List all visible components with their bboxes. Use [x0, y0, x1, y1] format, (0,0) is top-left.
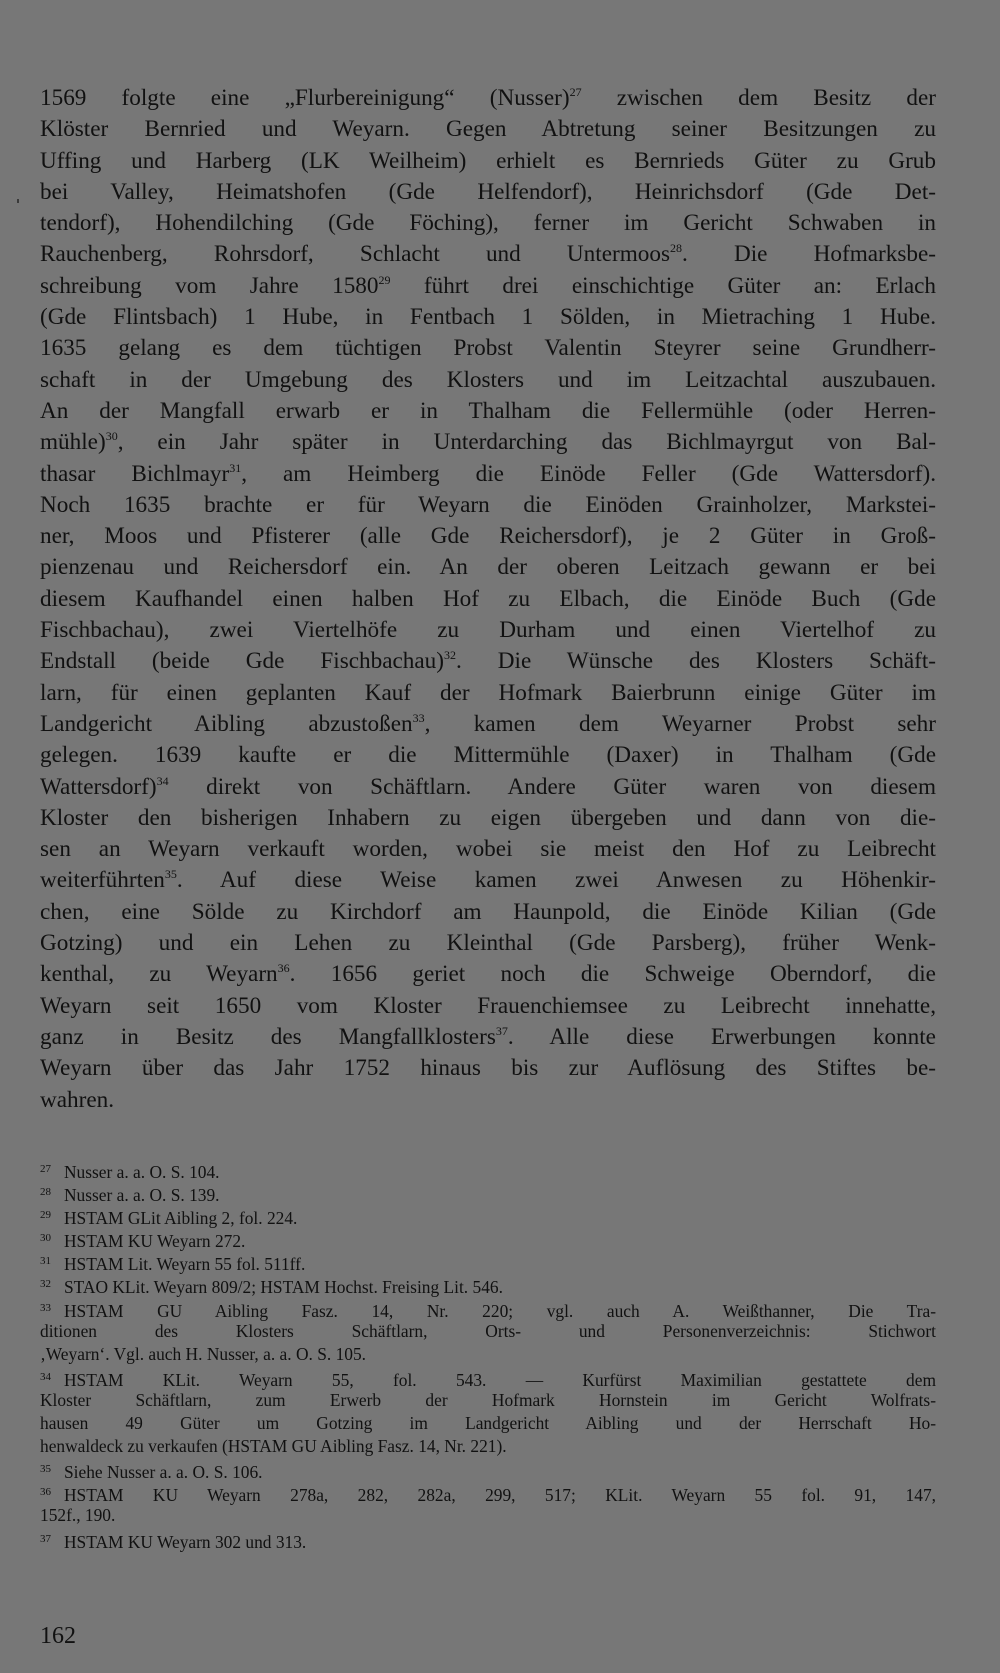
- text-segment: An der Mangfall erwarb er in Thalham die Fellermühle (oder Herren-: [40, 397, 936, 424]
- footnote-text: HSTAM GU Aibling Fasz. 14, Nr. 220; vgl. auch A. Weißthanner, Die Tra-: [64, 1300, 936, 1321]
- footnote-text: Nusser a. a. O. S. 104.: [64, 1162, 220, 1182]
- footnote-line: [40, 1435, 936, 1458]
- text-line: [40, 615, 936, 646]
- text-line: [40, 459, 936, 490]
- text-segment: , am Heimberg die Einöde Feller (Gde Wattersdorf).: [241, 460, 936, 487]
- footnote-line: [40, 1481, 936, 1504]
- footnote-text: henwaldeck zu verkaufen (HSTAM GU Aibling Fasz. 14, Nr. 221).: [40, 1436, 507, 1457]
- footnote-reference: 31: [229, 460, 242, 475]
- text-line: [40, 897, 936, 928]
- text-segment: Klöster Bernried und Weyarn. Gegen Abtretung seiner Besitzungen zu: [40, 116, 936, 143]
- text-segment: bei Valley, Heimatshofen (Gde Helfendorf), Heinrichsdorf (Gde Det-: [40, 178, 936, 205]
- footnote-reference: 37: [495, 1023, 508, 1038]
- footnote-line: [40, 1504, 936, 1527]
- footnote-text: HSTAM KU Weyarn 302 und 313.: [64, 1531, 307, 1552]
- text-line: [40, 991, 936, 1022]
- footnote-line: [40, 1343, 936, 1366]
- footnote-line: [40, 1204, 936, 1227]
- text-segment: schreibung vom Jahre 1580: [40, 272, 379, 299]
- text-segment: wahren.: [40, 1086, 115, 1113]
- text-segment: Weyarn seit 1650 vom Kloster Frauenchiemsee zu Leibrecht innehatte,: [40, 992, 936, 1019]
- text-segment: führt drei einschichtige Güter an: Erlach: [390, 272, 936, 299]
- text-segment: Wattersdorf): [40, 773, 157, 800]
- text-segment: ner, Moos und Pfisterer (alle Gde Reichersdorf), je 2 Güter in Groß-: [40, 523, 936, 550]
- text-segment: ganz in Besitz des Mangfallklosters: [40, 1023, 496, 1050]
- text-segment: 1635 gelang es dem tüchtigen Probst Valentin Steyrer seine Grundherr-: [40, 335, 936, 362]
- text-line: [40, 928, 936, 959]
- text-line: [40, 177, 936, 208]
- footnote-reference: 28: [669, 241, 682, 256]
- footnote-text: Siehe Nusser a. a. O. S. 106.: [64, 1462, 263, 1483]
- text-segment: gelegen. 1639 kaufte er die Mittermühle (Daxer) in Thalham (Gde: [40, 742, 936, 769]
- text-line: [40, 709, 936, 740]
- text-segment: . Alle diese Erwerbungen konnte: [507, 1023, 936, 1050]
- text-line: [40, 396, 936, 427]
- footnote-number: 35: [40, 1463, 51, 1476]
- footnote-number: 36: [40, 1486, 51, 1499]
- footnote-text: HSTAM KU Weyarn 272.: [64, 1231, 246, 1252]
- text-line: [40, 114, 936, 145]
- page-number: 162: [40, 1623, 76, 1649]
- text-line: [40, 427, 936, 458]
- footnote-text: STAO KLit. Weyarn 809/2; HSTAM Hochst. Freising Lit. 546.: [64, 1277, 503, 1298]
- footnote-reference: 34: [156, 773, 169, 788]
- text-line: [40, 552, 936, 583]
- footnotes: [40, 1158, 936, 1551]
- text-line: [40, 678, 936, 709]
- text-line: [40, 646, 936, 677]
- text-segment: . 1656 geriet noch die Schweige Oberndorf, die: [289, 961, 936, 988]
- text-segment: , ein Jahr später in Unterdarching das Bichlmayrgut von Bal-: [117, 429, 936, 456]
- text-line: [40, 959, 936, 990]
- text-segment: Kloster den bisherigen Inhabern zu eigen übergeben und dann von die-: [40, 804, 936, 831]
- text-segment: Gotzing) und ein Lehen zu Kleinthal (Gde Parsberg), früher Wenk-: [40, 930, 936, 957]
- text-line: [40, 1022, 936, 1053]
- footnote-reference: 29: [378, 272, 391, 287]
- text-segment: Rauchenberg, Rohrsdorf, Schlacht und Untermoos: [40, 241, 670, 268]
- text-segment: (Gde Flintsbach) 1 Hube, in Fentbach 1 Sölden, in Mietraching 1 Hube.: [40, 304, 936, 331]
- footnote-number: 37: [40, 1532, 51, 1545]
- text-segment: 1569 folgte eine „Flurbereinigung“ (Nusser): [40, 85, 570, 111]
- footnote-line: [40, 1273, 936, 1296]
- text-segment: thasar Bichlmayr: [40, 460, 230, 487]
- text-segment: Noch 1635 brachte er für Weyarn die Einöden Grainholzer, Markstei-: [40, 491, 936, 518]
- text-segment: mühle): [40, 429, 106, 456]
- text-segment: chen, eine Sölde zu Kirchdorf am Haunpold, die Einöde Kilian (Gde: [40, 898, 936, 925]
- text-segment: schaft in der Umgebung des Klosters und im Leitzachtal auszubauen.: [40, 366, 936, 393]
- footnote-number: 30: [40, 1232, 51, 1245]
- text-segment: sen an Weyarn verkauft worden, wobei sie meist den Hof zu Leibrecht: [40, 836, 936, 863]
- footnote-text: HSTAM KU Weyarn 278a, 282, 282a, 299, 517; KLit. Weyarn 55 fol. 91, 147,: [64, 1485, 936, 1506]
- footnote-text: HSTAM KLit. Weyarn 55, fol. 543. — Kurfürst Maximilian gestattete dem: [64, 1369, 936, 1390]
- footnote-text: Kloster Schäftlarn, zum Erwerb der Hofmark Hornstein im Gericht Wolfrats-: [40, 1389, 936, 1410]
- footnote-line: [40, 1412, 936, 1435]
- footnote-number: 34: [40, 1370, 51, 1383]
- footnote-line: [40, 1181, 936, 1204]
- text-line: [40, 803, 936, 834]
- text-line: [40, 865, 936, 896]
- footnote-number: 33: [40, 1301, 51, 1314]
- text-line: [40, 208, 936, 239]
- text-line: [40, 740, 936, 771]
- text-line: [40, 490, 936, 521]
- footnote-line: [40, 1158, 936, 1181]
- footnote-text: Nusser a. a. O. S. 139.: [64, 1185, 220, 1206]
- text-segment: Uffing und Harberg (LK Weilheim) erhielt es Bernrieds Güter zu Grub: [40, 147, 936, 174]
- text-line: [40, 1053, 936, 1084]
- footnote-text: hausen 49 Güter um Gotzing im Landgericht Aibling und der Herrschaft Ho-: [40, 1413, 936, 1434]
- scan-speck: [17, 199, 19, 203]
- footnote-reference: 36: [277, 961, 290, 976]
- text-line: [40, 772, 936, 803]
- text-line: [40, 271, 936, 302]
- text-line: [40, 302, 936, 333]
- footnote-reference: 30: [105, 429, 118, 444]
- text-segment: kenthal, zu Weyarn: [40, 961, 278, 988]
- text-segment: direkt von Schäftlarn. Andere Güter waren von diesem: [168, 773, 936, 800]
- footnote-line: [40, 1320, 936, 1343]
- footnote-number: 31: [40, 1255, 51, 1268]
- text-segment: . Die Hofmarksbe-: [681, 241, 936, 268]
- text-line: [40, 83, 936, 114]
- footnote-text: HSTAM GLit Aibling 2, fol. 224.: [64, 1208, 298, 1229]
- footnote-number: 29: [40, 1209, 51, 1222]
- text-line: [40, 333, 936, 364]
- text-segment: weiterführten: [40, 867, 165, 894]
- text-line: [40, 521, 936, 552]
- footnote-line: [40, 1250, 936, 1273]
- text-segment: , kamen dem Weyarner Probst sehr: [424, 710, 937, 737]
- footnote-line: [40, 1227, 936, 1250]
- text-segment: diesem Kaufhandel einen halben Hof zu Elbach, die Einöde Buch (Gde: [40, 585, 936, 612]
- text-line: [40, 1085, 936, 1116]
- text-line: [40, 239, 936, 270]
- text-segment: larn, für einen geplanten Kauf der Hofmark Baierbrunn einige Güter im: [40, 679, 936, 706]
- text-segment: Fischbachau), zwei Viertelhöfe zu Durham und einen Viertelhof zu: [40, 617, 936, 644]
- footnote-line: [40, 1366, 936, 1389]
- text-segment: . Auf diese Weise kamen zwei Anwesen zu Höhenkir-: [176, 867, 936, 894]
- text-segment: Landgericht Aibling abzustoßen: [40, 710, 413, 737]
- footnote-number: 32: [40, 1278, 51, 1291]
- footnote-line: [40, 1458, 936, 1481]
- footnote-line: [40, 1297, 936, 1320]
- text-segment: tendorf), Hohendilching (Gde Föching), ferner im Gericht Schwaben in: [40, 210, 936, 237]
- text-line: [40, 834, 936, 865]
- footnote-text: ‚Weyarn‘. Vgl. auch H. Nusser, a. a. O. S. 105.: [40, 1343, 366, 1364]
- footnote-reference: 33: [412, 710, 425, 725]
- text-line: [40, 584, 936, 615]
- footnote-number: 27: [40, 1163, 51, 1175]
- footnote-reference: 32: [444, 648, 457, 663]
- footnote-text: ditionen des Klosters Schäftlarn, Orts- und Personenverzeichnis: Stichwort: [40, 1320, 936, 1341]
- text-line: [40, 146, 936, 177]
- footnote-reference: 27: [569, 85, 582, 99]
- footnote-number: 28: [40, 1186, 51, 1199]
- footnote-text: HSTAM Lit. Weyarn 55 fol. 511ff.: [64, 1254, 306, 1275]
- footnote-text: 152f., 190.: [40, 1505, 116, 1526]
- footnote-line: [40, 1528, 936, 1551]
- text-segment: . Die Wünsche des Klosters Schäft-: [456, 648, 936, 675]
- body-text: [40, 83, 936, 1116]
- text-segment: Weyarn über das Jahr 1752 hinaus bis zur Auflösung des Stiftes be-: [40, 1055, 936, 1082]
- text-segment: pienzenau und Reichersdorf ein. An der oberen Leitzach gewann er bei: [40, 554, 936, 581]
- footnote-line: [40, 1389, 936, 1412]
- text-segment: zwischen dem Besitz der: [581, 85, 936, 111]
- text-line: [40, 365, 936, 396]
- footnote-reference: 35: [164, 867, 177, 882]
- text-segment: Endstall (beide Gde Fischbachau): [40, 648, 445, 675]
